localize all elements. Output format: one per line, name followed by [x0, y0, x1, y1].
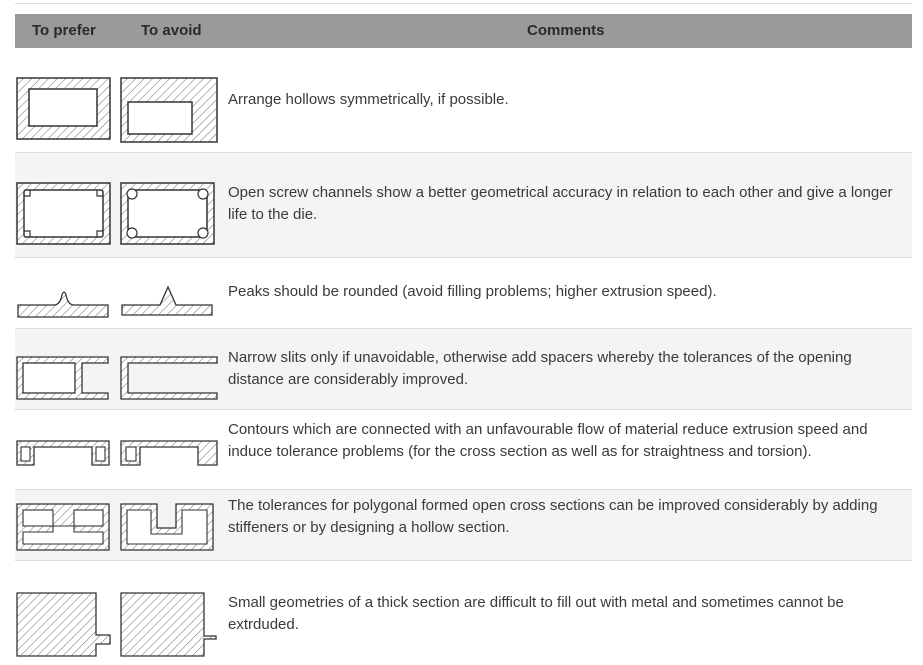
avoid-figure-open-slit — [120, 356, 220, 402]
table-row — [15, 329, 912, 410]
prefer-figure-thick-section-with-stub — [16, 592, 112, 658]
row-comment: Arrange hollows symmetrically, if possible. — [228, 91, 509, 108]
table-header — [15, 14, 912, 48]
prefer-figure-open-screw-channels — [16, 182, 112, 246]
table-row — [15, 153, 912, 258]
header-to-prefer: To prefer — [32, 22, 96, 39]
row-comment: Small geometries of a thick section are difficult to fill out with metal and sometimes cannot be extrduded. — [228, 594, 844, 633]
row-comment: The tolerances for polygonal formed open cross sections can be improved considerably by adding stiffeners or by designing a hollow section. — [228, 497, 878, 536]
avoid-figure-thick-section-thin-tab — [120, 592, 220, 658]
header-comments: Comments — [527, 22, 605, 39]
row-comment: Peaks should be rounded (avoid filling problems; higher extrusion speed). — [228, 283, 717, 300]
prefer-figure-rounded-peak — [16, 285, 112, 321]
prefer-figure-balanced-contour — [16, 438, 112, 468]
prefer-figure-symmetric-hollow — [16, 77, 112, 142]
row-comment: Open screw channels show a better geometrical accuracy in relation to each other and give a longer life to the die. — [228, 184, 893, 223]
avoid-figure-closed-screw-channels — [120, 182, 216, 246]
row-comment: Narrow slits only if unavoidable, otherwise add spacers whereby the tolerances of the opening distance are considerably improved. — [228, 349, 852, 388]
header-to-avoid: To avoid — [141, 22, 202, 39]
avoid-figure-open-polygonal-section — [120, 502, 220, 554]
avoid-figure-unbalanced-contour — [120, 438, 220, 468]
table-row — [15, 258, 912, 329]
table-row — [15, 48, 912, 153]
table-row — [15, 561, 912, 664]
prefer-figure-stiffened-section — [16, 502, 112, 554]
prefer-figure-slit-with-spacer — [16, 356, 112, 402]
avoid-figure-asymmetric-hollow — [120, 77, 220, 144]
avoid-figure-sharp-peak — [120, 285, 216, 321]
table-row — [15, 410, 912, 490]
table-row — [15, 490, 912, 561]
top-rule — [15, 3, 912, 4]
row-comment: Contours which are connected with an unfavourable flow of material reduce extrusion speed and induce tolerance problems (for the cross section as well as for straightness and torsion). — [228, 421, 868, 460]
